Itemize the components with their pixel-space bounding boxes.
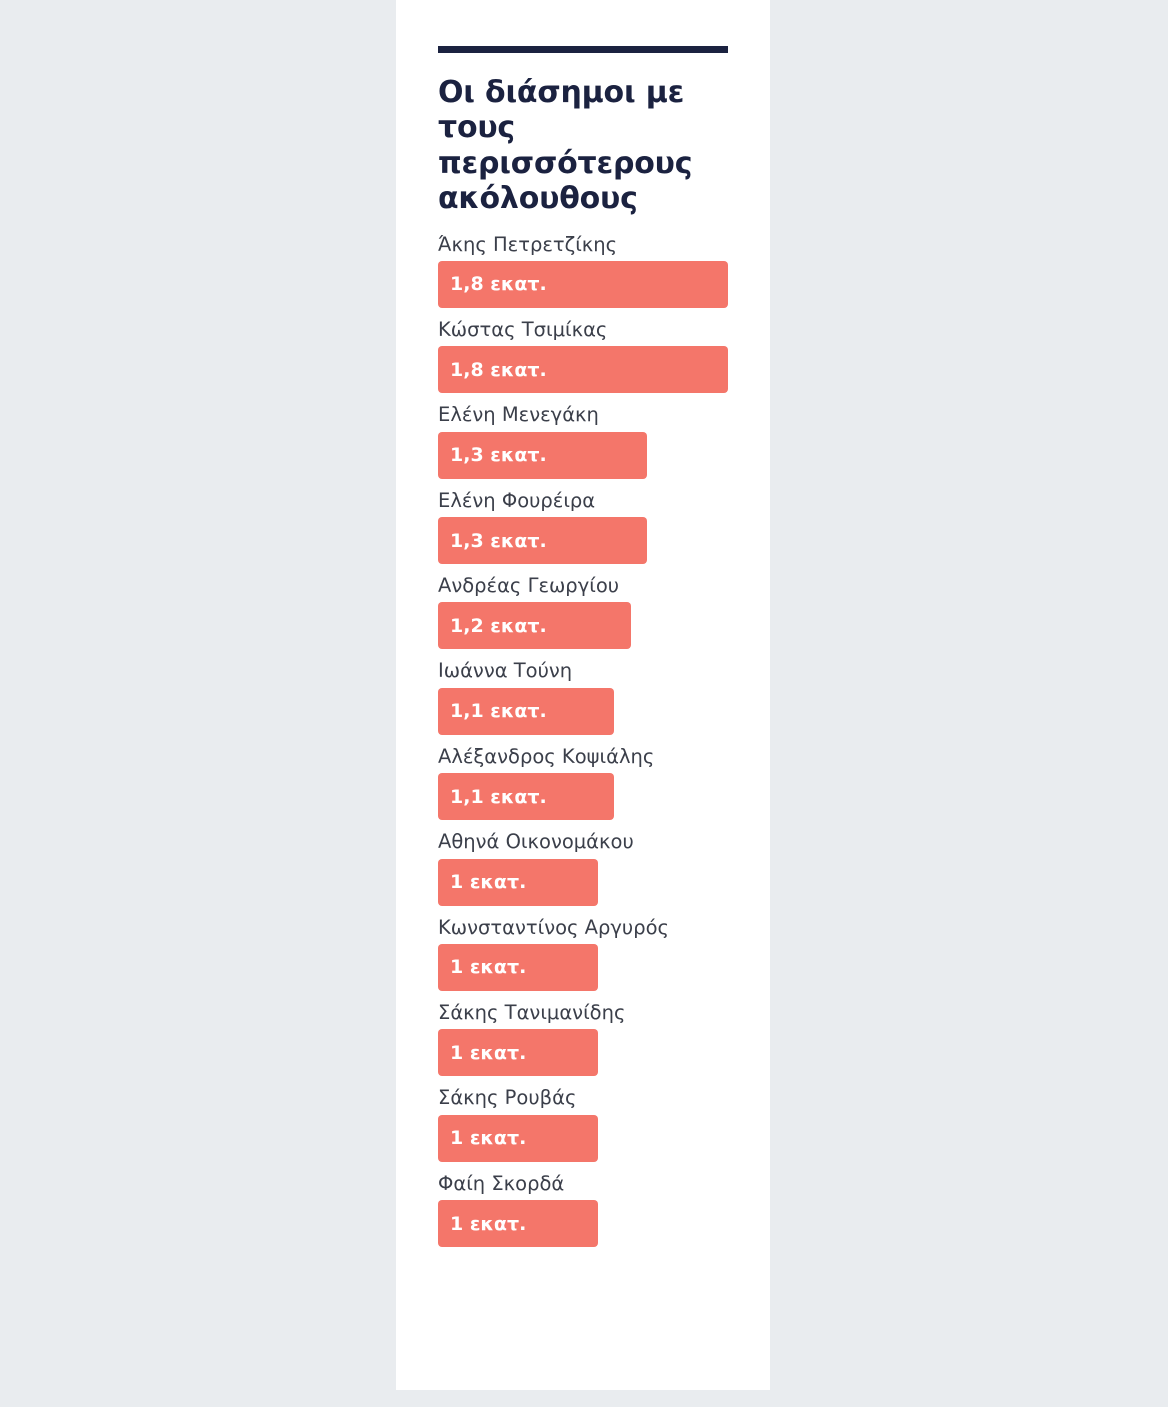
bar [438,688,614,735]
bar [438,261,728,308]
bar-value-label: 1 εκατ. [450,871,527,894]
bar [438,517,647,564]
bar-row-label: Φαίη Σκορδά [438,1171,565,1195]
bar-row-label: Κώστας Τσιμίκας [438,317,608,341]
infographic-card [396,0,770,1390]
bar-row [438,1172,738,1247]
bar-value-label: 1,3 εκατ. [450,529,547,552]
bar [438,859,598,906]
bar-value-label: 1 εκατ. [450,1041,527,1064]
bar-value-label: 1 εκατ. [450,1127,527,1150]
bar-row-label: Ελένη Μενεγάκη [438,403,599,427]
bar-row-label: Ιωάννα Τούνη [438,659,573,683]
bar-row [438,916,738,991]
bar [438,346,728,393]
bar-row [438,489,738,564]
bar-value-label: 1,1 εκατ. [450,785,547,808]
bar-row [438,233,738,308]
bar-row-label: Σάκης Τανιμανίδης [438,1000,626,1024]
bar-value-label: 1,3 εκατ. [450,444,547,467]
bar-value-label: 1 εκατ. [450,1212,527,1235]
bar-value-label: 1 εκατ. [450,956,527,979]
bar [438,432,647,479]
bar-row [438,318,738,393]
bar-row [438,1086,738,1161]
bar-value-label: 1,2 εκατ. [450,614,547,637]
bar [438,1115,598,1162]
bar [438,1029,598,1076]
bar-value-label: 1,1 εκατ. [450,700,547,723]
bar-row-label: Σάκης Ρουβάς [438,1086,577,1110]
card-inner [438,46,738,1257]
bar [438,773,614,820]
bar-row [438,1001,738,1076]
bar-row-label: Αλέξανδρος Κοψιάλης [438,744,655,768]
title-rule-divider [438,46,728,53]
bar-value-label: 1,8 εκατ. [450,358,547,381]
bar [438,602,631,649]
bar-row [438,745,738,820]
bar-chart [438,233,738,1248]
bar-row-label: Άκης Πετρετζίκης [438,232,618,256]
bar-row [438,574,738,649]
bar [438,944,598,991]
bar-row-label: Ελένη Φουρέιρα [438,488,596,512]
bar-row-label: Κωνσταντίνος Αργυρός [438,915,669,939]
bar-row-label: Ανδρέας Γεωργίου [438,574,620,598]
page-title: Οι διάσημοι με τους περισσότερους ακόλουθους [438,75,693,217]
bar-value-label: 1,8 εκατ. [450,273,547,296]
bar-row-label: Αθηνά Οικονομάκου [438,830,634,854]
bar [438,1200,598,1247]
bar-row [438,830,738,905]
bar-row [438,403,738,478]
bar-row [438,659,738,734]
